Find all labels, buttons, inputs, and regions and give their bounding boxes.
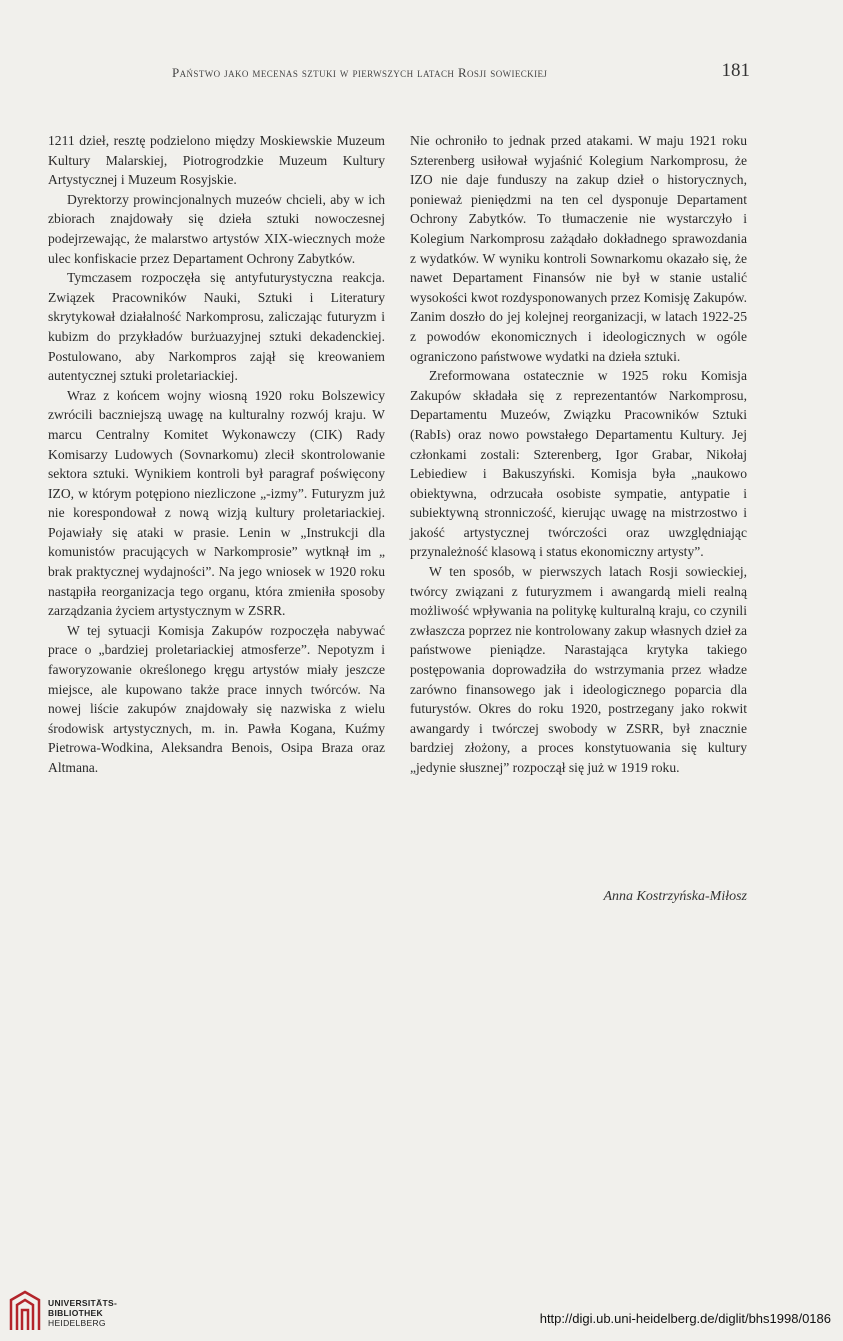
paragraph: Dyrektorzy prowincjonalnych muzeów chcieli, aby w ich zbiorach znajdowały się dzieła sztuki nowoczesnej podejrzewając, że malarstwo artystów XIX-wiecznych może ulec konfiskacie przez Departament Ochrony Zabytków. (48, 191, 385, 266)
page-number: 181 (721, 60, 750, 81)
page-footer (0, 1278, 843, 1341)
right-column (410, 131, 747, 778)
paragraph: Zreformowana ostatecznie w 1925 roku Komisja Zakupów składała się z reprezentantów Narkomprosu, Departamentu Muzeów, Związku Pracowników Sztuki (RabIs) oraz nowo powstałego Departamentu Kultury. Jej członkami zostali: Szterenberg, Igor Grabar, Nikołaj Lebiediew i Bakuszyński. Komisja była „naukowo obiektywna, odrzucała osobiste sympatie, antypatie i subiektywną stronniczość, kierując uwagę na mistrzostwo i jakość artystycznej twórczości oraz uwzględniając przynależność klasową i status ekonomiczny artysty”. (410, 368, 747, 560)
author-signature: Anna Kostrzyńska-Miłosz (603, 889, 747, 904)
source-url[interactable]: http://digi.ub.uni-heidelberg.de/diglit/bhs1998/0186 (539, 1311, 831, 1326)
logo-line: HEIDELBERG (48, 1318, 106, 1328)
left-column (48, 131, 385, 778)
paragraph: Tymczasem rozpoczęła się antyfuturystyczna reakcja. Związek Pracowników Nauki, Sztuki i Literatury skrytykował działalność Narkomprosu, zaliczając futuryzm i kubizm do przykładów burżuazyjnej sztuki dekadenckiej. Postulowano, aby Narkompros zajął się kreowaniem autentycznej sztuki proletariackiej. (48, 270, 385, 384)
paragraph: 1211 dzieł, resztę podzielono między Moskiewskie Muzeum Kultury Malarskiej, Piotrogrodzkie Muzeum Kultury Artystycznej i Muzeum Rosyjskie. (48, 133, 385, 188)
logo-line: UNIVERSITÄTS- (48, 1298, 118, 1308)
paragraph: W tej sytuacji Komisja Zakupów rozpoczęła nabywać prace o „bardziej proletariackiej atmosferze”. Nepotyzm i faworyzowanie określonego kręgu artystów miały jeszcze miejsce, ale kupowano także prace innych twórców. Na nowej liście zakupów znajdowały się nazwiska z wielu środowisk artystycznych, m. in. Pawła Kogana, Kuźmy Pietrowa-Wodkina, Aleksandra Benois, Osipa Braza oraz Altmana. (48, 622, 385, 775)
running-title: Państwo jako mecenas sztuki w pierwszych latach Rosji sowieckiej (172, 65, 548, 80)
page-header (50, 62, 750, 84)
library-logo-text (48, 1298, 117, 1328)
paragraph: W ten sposób, w pierwszych latach Rosji sowieckiej, twórcy związani z futuryzmem i awangardą mieli realną możliwość wpływania na politykę kulturalną kraju, co czynili zwłaszcza poprzez nie kontrolowany zakup własnych dzieł za państwowe pieniądze. Narastająca krytyka takiego postępowania doprowadziła do wstrzymania przez władze zarówno finansowego jak i ideologicznego poparcia dla futurystów. Okres do roku 1920, postrzegany jako rokwit awangardy i twórczej swobody w ZSRR, był znacznie bardziej złożony, a proces konstytuowania się kultury „jedynie słusznej” rozpoczął się już w 1919 roku. (410, 564, 747, 775)
library-logo-icon (8, 1290, 42, 1332)
logo-line: BIBLIOTHEK (48, 1308, 103, 1318)
paragraph: Wraz z końcem wojny wiosną 1920 roku Bolszewicy zwrócili baczniejszą uwagę na kulturalny rozwój kraju. W marcu Centralny Komitet Wykonawczy (CIK) Rady Komisarzy Ludowych (Sovnarkomu) zlecił skontrolowanie sektora sztuki. Wynikiem kontroli był paragraf poświęcony IZO, w którym potępiono niezliczone „-izmy”. Futuryzm już nie korespondował z nową wizją kultury proletariackiej. Pojawiały się ataki w prasie. Lenin w „Instrukcji dla komunistów pracujących w Narkomprosie” wytknął im „ brak praktycznej wydajności”. Na jego wniosek w 1920 roku nastąpiła reorganizacja tego organu, która zmieniła sposoby zarządzania życiem artystycznym w ZSRR. (48, 387, 385, 619)
paragraph: Nie ochroniło to jednak przed atakami. W maju 1921 roku Szterenberg usiłował wyjaśnić Kolegium Narkomprosu, że IZO nie daje funduszy na zakup dzieł o historycznych, ponieważ pieniędzmi na ten cel dysponuje Departament Ochrony Zabytków. To tłumaczenie nie wystarczyło i Kolegium Narkomprosu zażądało dokładnego sprawozdania z wydatków. W wyniku kontroli Sownarkomu okazało się, że nawet Departament Finansów nie był w stanie ustalić wysokości kwot rozdysponowanych przez Komisję Zakupów. Zanim doszło do jej kolejnej reorganizacji, w latach 1922-25 z powodów ekonomicznych i ideologicznych w ogóle ograniczono państwowe wydatki na dzieła sztuki. (410, 133, 747, 364)
